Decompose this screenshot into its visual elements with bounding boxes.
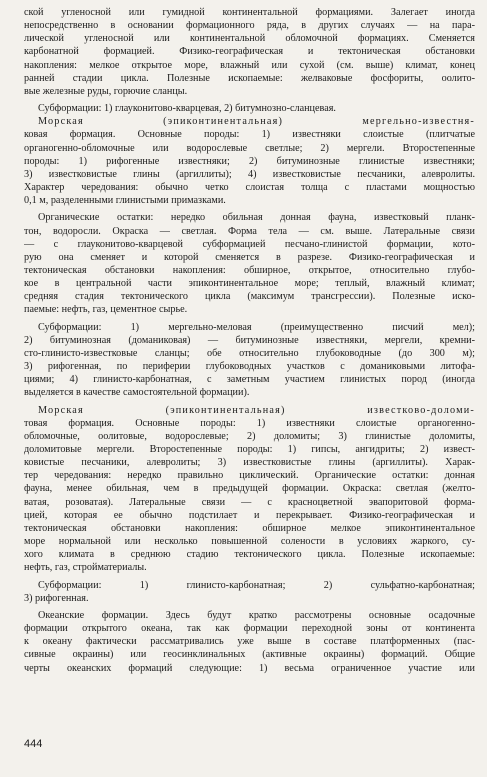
text-line: сто-глинисто-известковые сланцы; обе относительно глубоководные (до 300 м); bbox=[24, 347, 475, 359]
text-line: Характер чередования: обычно четко слоистая толща с пластами мощностью bbox=[24, 182, 475, 194]
text-line: Морская (эпиконтинентальная) известково-доломи- bbox=[38, 404, 475, 416]
text-line: товая формация. Основные породы: 1) известняки слоистые органогенно- bbox=[24, 417, 475, 429]
text-line: органогенно-обломочные или водорослевые светлые; 2) мергели. Второстепенные bbox=[24, 142, 475, 154]
text-line: кое в центральной части эпиконтинентальное море; теплый, влажный климат; bbox=[24, 278, 475, 290]
text-line: черты океанских формаций следующие: 1) весьма ограниченное участие или bbox=[24, 662, 475, 674]
text-line: Субформации: 1) глауконитово-кварцевая, 2) битумнозно-сланцевая. bbox=[38, 103, 336, 115]
text-line: Морская (эпиконтинентальная) мергельно-известня- bbox=[38, 116, 475, 128]
text-line: Океанские формации. Здесь будут кратко рассмотрены основные осадочные bbox=[38, 609, 475, 621]
text-line: фауна, менее обильная, чем в предыдущей формации. Окраска: светлая (желто- bbox=[24, 483, 475, 495]
text-line: ранней стадии цикла. Полезные ископаемые: желваковые фосфориты, оолито- bbox=[24, 72, 475, 84]
text-line: породы: 1) рифогенные известняки; 2) битуминозные глинистые известняки; bbox=[24, 155, 475, 167]
text-line: 3) известковистые глины (аргиллиты); 4) известковистые песчаники, алевролиты. bbox=[24, 168, 475, 180]
text-line: 3) рифогенная, по периферии глубоководных участков с доманиковыми литофа- bbox=[24, 361, 475, 373]
text-line: Органические остатки: нередко обильная донная фауна, известковый планк- bbox=[38, 212, 475, 224]
text-line: 2) битуминозная (доманиковая) — битуминозные известняки, мергели, кремни- bbox=[24, 334, 475, 346]
text-line: ватая, розоватая). Латеральные связи — с красноцветной эвапоритовой форма- bbox=[24, 496, 475, 508]
text-line: выделяется в качестве самостоятельной формации). bbox=[24, 387, 250, 399]
page-number: 444 bbox=[24, 738, 43, 750]
text-line: обломочные, оолитовые, водорослевые; 2) доломиты; 3) глинистые доломиты, bbox=[24, 430, 475, 442]
text-line: 3) рифогенная. bbox=[24, 592, 89, 604]
text-line: 0,1 м, разделенными глинистыми примазками. bbox=[24, 195, 226, 207]
text-line: паемые: нефть, газ, цементное сырье. bbox=[24, 304, 188, 316]
text-line: тер чередования: нередко правильно циклический. Органические остатки: донная bbox=[24, 470, 475, 482]
text-line: средняя стадия тектонического цикла (максимум трансгрессии). Полезные иско- bbox=[24, 291, 475, 303]
text-line: накопления: мелкое открытое море, влажный или сухой (см. выше) климат, конец bbox=[24, 59, 475, 71]
text-line: хого климата в среднюю стадию тектонического цикла. Полезные ископаемые: bbox=[24, 549, 475, 561]
text-line: ской угленосной или гумидной континентальной формациями. Залегает иногда bbox=[24, 7, 475, 18]
text-line: к океану фактически рассматривались уже выше в составе платформенных (пас- bbox=[24, 636, 475, 648]
text-line: доломитовые мергели. Второстепенные породы: 1) гипсы, ангидриты; 2) извест- bbox=[24, 444, 475, 455]
text-line: ковистые песчаники, алевролиты; 3) известковистые глины (аргиллиты). Харак- bbox=[24, 457, 475, 469]
text-line: вые железные руды, горючие сланцы. bbox=[24, 85, 188, 97]
body-text bbox=[24, 6, 475, 675]
text-line: непосредственно в основании формационного ряда, в других случаях — на пара- bbox=[24, 20, 475, 32]
text-line: тектоническая обстановки накопления: обширное мелкое эпиконтинентальное bbox=[24, 522, 475, 534]
text-line: море нормальной или несколько повышенной солености в условиях жаркого, су- bbox=[24, 536, 475, 548]
text-line: лической угленосной или континентальной обломочной формациях. Сменяется bbox=[24, 33, 475, 45]
text-line: тон, водоросли. Окраска — светлая. Форма тела — см. выше. Латеральные связи bbox=[24, 225, 475, 237]
text-line: сивные окраины) или геосинклинальных (активные окраины) формаций. Общие bbox=[24, 649, 475, 661]
text-line: — с глауконитово-кварцевой субформацией песчано-глинистой формации, кото- bbox=[24, 238, 475, 250]
text-line: рую она сменяет и которой сменяется в разрезе. Физико-географическая и bbox=[24, 251, 475, 263]
text-line: тектоническая обстановки накопления: обширное, открытое, относительно глубо- bbox=[24, 264, 475, 276]
text-line: нефть, газ, стройматериалы. bbox=[24, 562, 147, 574]
text-line: Субформации: 1) глинисто-карбонатная; 2) сульфатно-карбонатная; bbox=[38, 579, 475, 591]
text-line: карбонатной формацией. Физико-географическая и тектоническая обстановки bbox=[24, 46, 475, 58]
text-line: формации открытого океана, так как формации переходной зоны от континента bbox=[24, 623, 475, 635]
text-line: Субформации: 1) мергельно-меловая (преимущественно писчий мел); bbox=[38, 321, 475, 333]
text-line: цией, которая ее обычно подстилает и перекрывает. Физико-географическая и bbox=[24, 509, 475, 521]
text-line: ковая формация. Основные породы: 1) известняки слоистые (плитчатые bbox=[24, 129, 475, 141]
text-line: циями; 4) глинисто-карбонатная, с заметным участием глинистых пород (иногда bbox=[24, 374, 475, 386]
